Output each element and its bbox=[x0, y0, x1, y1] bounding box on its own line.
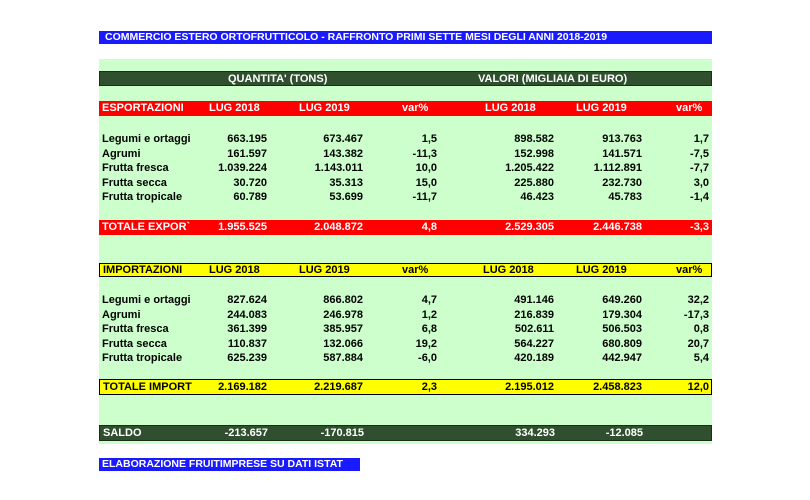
export-cell-q2019: 1.143.011 bbox=[314, 162, 363, 174]
table-row bbox=[99, 191, 712, 205]
export-cell-label: Frutta secca bbox=[102, 176, 167, 189]
import-cell-v2019: 442.947 bbox=[602, 352, 642, 364]
saldo-q2018: -213.657 bbox=[224, 427, 268, 439]
import-cell-label: Legumi e ortaggi bbox=[102, 294, 191, 306]
export-header-vvar: var% bbox=[676, 102, 703, 114]
export-cell-v2018: 152.998 bbox=[514, 147, 554, 160]
export-total-label: TOTALE EXPOR` bbox=[102, 221, 191, 233]
table-row bbox=[99, 133, 712, 147]
export-cell-v2018: 225.880 bbox=[514, 176, 554, 189]
export-cell-qvar: 15,0 bbox=[415, 176, 437, 189]
import-cell-vvar: 32,2 bbox=[687, 294, 709, 306]
export-cell-qvar: -11,3 bbox=[412, 147, 437, 160]
export-cell-v2018: 1.205.422 bbox=[505, 162, 554, 174]
import-cell-q2018: 625.239 bbox=[227, 352, 267, 364]
source-credit: ELABORAZIONE FRUITIMPRESE SU DATI ISTAT bbox=[99, 458, 360, 471]
import-header-qvar: var% bbox=[402, 264, 429, 276]
saldo-q2019: -170.815 bbox=[320, 427, 364, 439]
export-cell-qvar: 1,5 bbox=[421, 133, 437, 145]
import-cell-q2018: 827.624 bbox=[227, 294, 267, 306]
export-header-label: ESPORTAZIONI bbox=[102, 102, 184, 114]
import-cell-qvar: 4,7 bbox=[421, 294, 437, 306]
import-cell-v2019: 179.304 bbox=[602, 308, 642, 321]
import-cell-label: Agrumi bbox=[102, 308, 141, 321]
export-header-row bbox=[99, 101, 712, 116]
import-cell-v2018: 502.611 bbox=[514, 323, 554, 335]
import-cell-q2018: 244.083 bbox=[227, 308, 267, 321]
import-total-row bbox=[99, 379, 712, 395]
import-cell-label: Frutta secca bbox=[102, 337, 167, 350]
import-cell-q2019: 587.884 bbox=[323, 352, 363, 364]
export-cell-q2018: 161.597 bbox=[227, 147, 267, 160]
table-row bbox=[99, 309, 712, 323]
export-cell-q2018: 1.039.224 bbox=[218, 162, 267, 174]
import-cell-label: Frutta fresca bbox=[102, 323, 169, 335]
table-row bbox=[99, 323, 712, 337]
value-group-header: VALORI (MIGLIAIA DI EURO) bbox=[478, 73, 628, 85]
import-header-v2019: LUG 2019 bbox=[576, 264, 627, 276]
import-cell-v2018: 564.227 bbox=[514, 337, 554, 350]
export-header-q2018: LUG 2018 bbox=[209, 102, 260, 114]
import-cell-q2018: 361.399 bbox=[227, 323, 267, 335]
export-total-qvar: 4,8 bbox=[421, 221, 437, 233]
export-total-q2018: 1.955.525 bbox=[218, 221, 267, 233]
export-total-vvar: -3,3 bbox=[690, 221, 709, 233]
import-header-vvar: var% bbox=[676, 264, 703, 276]
import-cell-q2019: 866.802 bbox=[323, 294, 363, 306]
export-cell-q2019: 673.467 bbox=[323, 133, 363, 145]
export-cell-label: Agrumi bbox=[102, 147, 141, 160]
import-cell-qvar: -6,0 bbox=[418, 352, 437, 364]
export-cell-v2019: 1.112.891 bbox=[593, 162, 642, 174]
import-cell-v2018: 216.839 bbox=[514, 308, 554, 321]
import-cell-q2019: 385.957 bbox=[323, 323, 363, 335]
import-cell-vvar: -17,3 bbox=[683, 308, 709, 321]
import-cell-qvar: 1,2 bbox=[421, 308, 437, 321]
quantity-group-header: QUANTITA' (TONS) bbox=[228, 73, 328, 85]
saldo-v2018: 334.293 bbox=[515, 427, 555, 439]
import-cell-vvar: 0,8 bbox=[693, 323, 709, 335]
import-total-label: TOTALE IMPORT bbox=[103, 381, 192, 393]
group-header-row bbox=[99, 71, 712, 86]
import-total-q2019: 2.219.687 bbox=[314, 381, 363, 393]
table-row bbox=[99, 352, 712, 366]
export-total-row bbox=[99, 220, 712, 235]
import-cell-vvar: 20,7 bbox=[687, 337, 709, 350]
saldo-row bbox=[99, 425, 712, 441]
table-title: COMMERCIO ESTERO ORTOFRUTTICOLO - RAFFRONTO PRIMI SETTE MESI DEGLI ANNI 2018-2019 bbox=[99, 31, 712, 44]
export-cell-v2019: 45.783 bbox=[608, 191, 642, 203]
table-row bbox=[99, 294, 712, 308]
export-cell-vvar: 1,7 bbox=[693, 133, 709, 145]
import-header-row bbox=[99, 263, 712, 277]
import-cell-v2019: 680.809 bbox=[602, 337, 642, 350]
export-header-v2018: LUG 2018 bbox=[485, 102, 536, 114]
import-total-v2019: 2.458.823 bbox=[593, 381, 642, 393]
import-cell-q2018: 110.837 bbox=[227, 337, 267, 350]
data-table bbox=[99, 59, 712, 444]
import-header-label: IMPORTAZIONI bbox=[103, 264, 183, 276]
import-total-q2018: 2.169.182 bbox=[218, 381, 267, 393]
import-header-v2018: LUG 2018 bbox=[483, 264, 534, 276]
import-cell-qvar: 19,2 bbox=[415, 337, 437, 350]
import-cell-label: Frutta tropicale bbox=[102, 352, 183, 364]
export-header-qvar: var% bbox=[402, 102, 429, 114]
saldo-label: SALDO bbox=[103, 427, 142, 439]
import-cell-v2019: 506.503 bbox=[602, 323, 642, 335]
export-cell-label: Frutta fresca bbox=[102, 162, 169, 174]
table-row bbox=[99, 148, 712, 162]
table-row bbox=[99, 162, 712, 176]
export-cell-vvar: -7,7 bbox=[690, 162, 709, 174]
export-cell-v2019: 232.730 bbox=[602, 176, 642, 189]
export-cell-vvar: -1,4 bbox=[690, 191, 709, 203]
export-total-v2018: 2.529.305 bbox=[505, 221, 554, 233]
export-cell-vvar: 3,0 bbox=[693, 176, 709, 189]
import-cell-qvar: 6,8 bbox=[421, 323, 437, 335]
import-header-q2019: LUG 2019 bbox=[299, 264, 350, 276]
export-cell-q2018: 30.720 bbox=[233, 176, 267, 189]
import-cell-v2018: 420.189 bbox=[514, 352, 554, 364]
table-row bbox=[99, 177, 712, 191]
table-row bbox=[99, 338, 712, 352]
export-cell-q2018: 663.195 bbox=[227, 133, 267, 145]
import-cell-vvar: 5,4 bbox=[693, 352, 709, 364]
import-cell-q2019: 246.978 bbox=[323, 308, 363, 321]
import-cell-v2018: 491.146 bbox=[514, 294, 554, 306]
import-total-qvar: 2,3 bbox=[421, 381, 437, 393]
export-cell-qvar: -11,7 bbox=[412, 191, 437, 203]
import-header-q2018: LUG 2018 bbox=[209, 264, 260, 276]
export-cell-v2019: 141.571 bbox=[602, 147, 642, 160]
export-cell-q2019: 53.699 bbox=[329, 191, 363, 203]
import-cell-v2019: 649.260 bbox=[602, 294, 642, 306]
export-cell-qvar: 10,0 bbox=[415, 162, 437, 174]
export-cell-v2018: 898.582 bbox=[514, 133, 554, 145]
saldo-v2019: -12.085 bbox=[605, 427, 643, 439]
export-cell-label: Legumi e ortaggi bbox=[102, 133, 191, 145]
export-cell-label: Frutta tropicale bbox=[102, 191, 183, 203]
export-header-q2019: LUG 2019 bbox=[299, 102, 350, 114]
export-cell-vvar: -7,5 bbox=[690, 147, 709, 160]
export-cell-q2019: 143.382 bbox=[323, 147, 363, 160]
import-total-v2018: 2.195.012 bbox=[505, 381, 554, 393]
import-cell-q2019: 132.066 bbox=[323, 337, 363, 350]
export-cell-q2018: 60.789 bbox=[233, 191, 267, 203]
export-cell-q2019: 35.313 bbox=[329, 176, 363, 189]
export-total-v2019: 2.446.738 bbox=[593, 221, 642, 233]
export-total-q2019: 2.048.872 bbox=[314, 221, 363, 233]
import-total-vvar: 12,0 bbox=[687, 381, 709, 393]
export-cell-v2018: 46.423 bbox=[520, 191, 554, 203]
export-header-v2019: LUG 2019 bbox=[576, 102, 627, 114]
export-cell-v2019: 913.763 bbox=[602, 133, 642, 145]
